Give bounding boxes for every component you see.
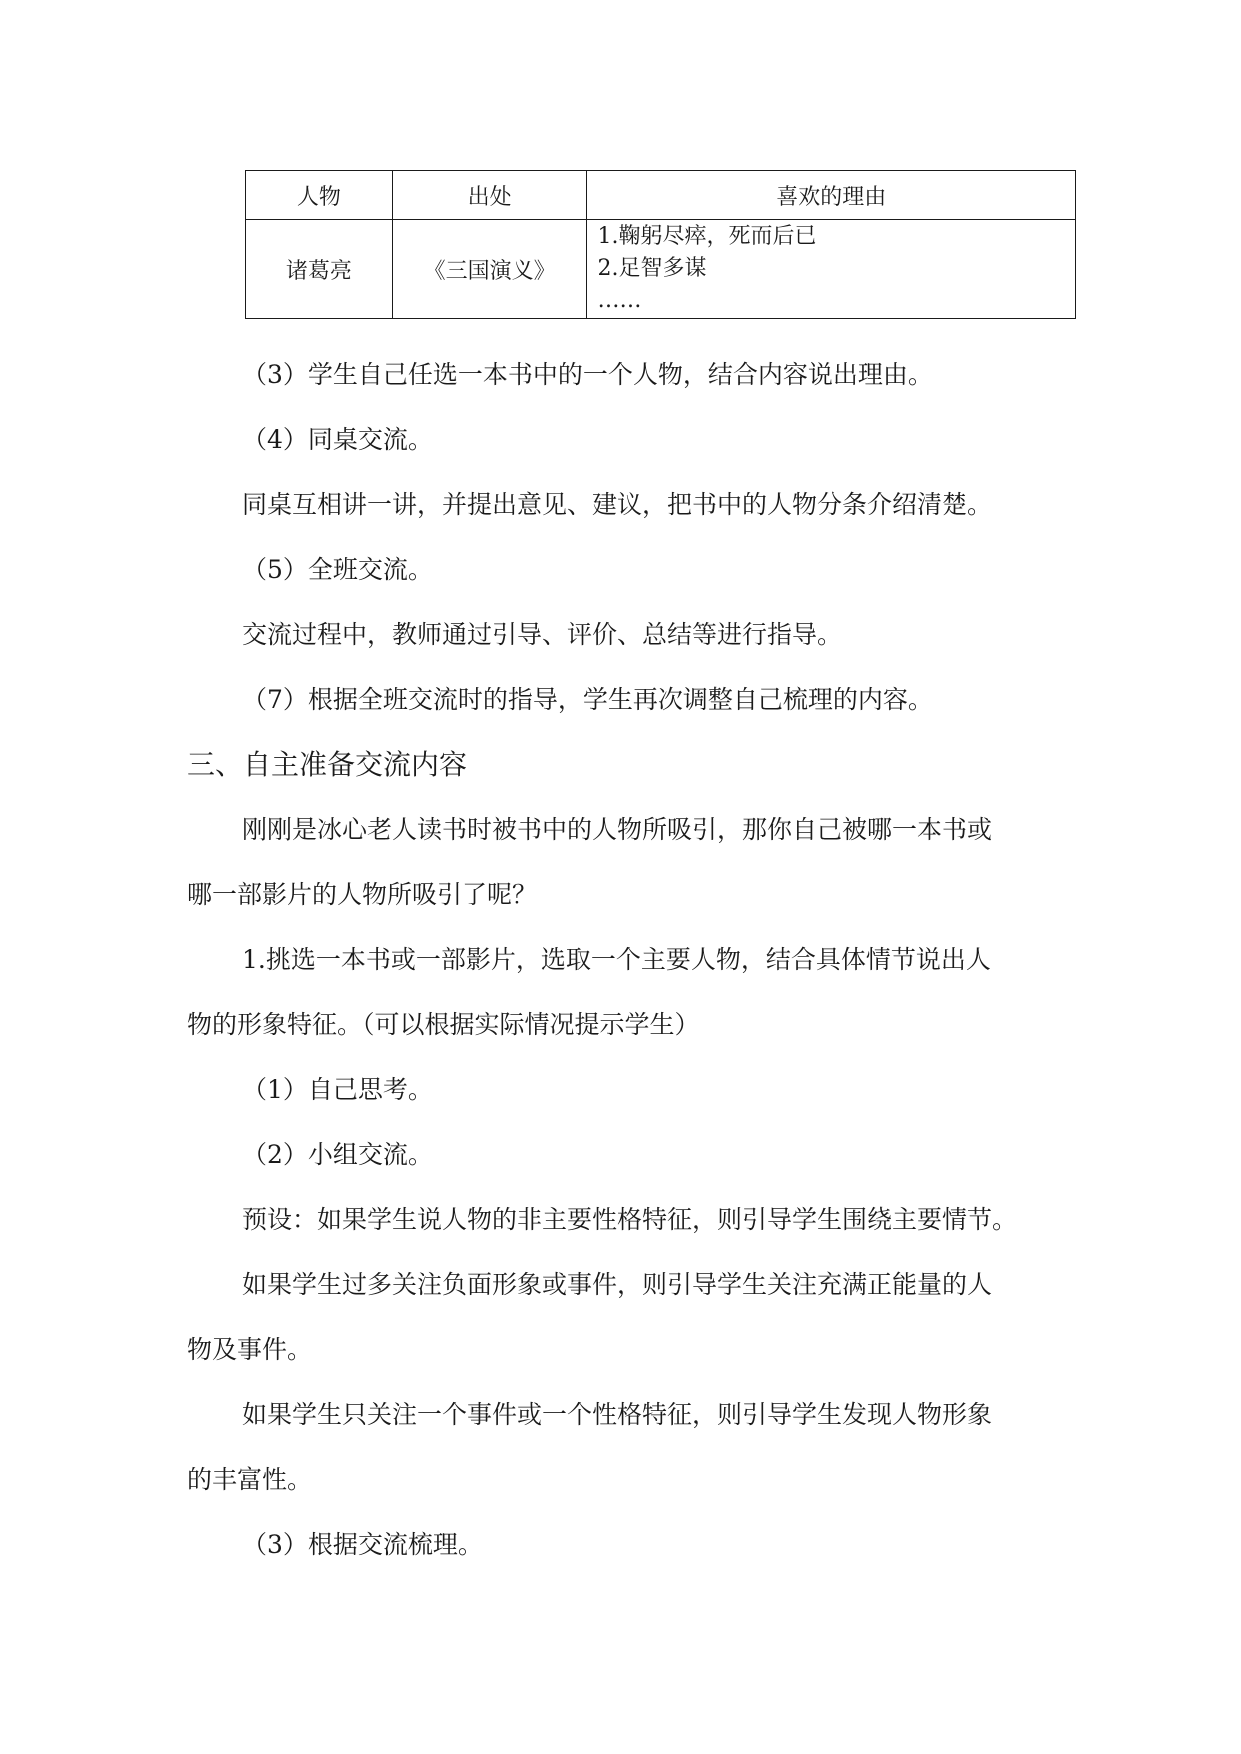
reason-item: 2.足智多谋	[597, 256, 707, 281]
table-row	[246, 220, 1076, 319]
paragraph: （5）全班交流。	[242, 555, 433, 584]
paragraph: 交流过程中，教师通过引导、评价、总结等进行指导。	[242, 620, 843, 649]
header-person: 人物	[246, 171, 393, 220]
header-reason: 喜欢的理由	[587, 171, 1076, 220]
cell-source: 《三国演义》	[392, 220, 587, 319]
paragraph: 如果学生过多关注负面形象或事件，则引导学生关注充满正能量的人	[242, 1270, 993, 1299]
paragraph: （7）根据全班交流时的指导，学生再次调整自己梳理的内容。	[242, 685, 933, 714]
character-table	[245, 170, 1076, 319]
table-header-row	[246, 171, 1076, 220]
paragraph: 1.挑选一本书或一部影片，选取一个主要人物，结合具体情节说出人	[242, 945, 991, 974]
paragraph-continuation: 物及事件。	[187, 1335, 313, 1364]
section-heading: 三、自主准备交流内容	[187, 748, 468, 781]
cell-reasons	[587, 220, 1076, 319]
paragraph-continuation: 物的形象特征。（可以根据实际情况提示学生）	[187, 1010, 700, 1039]
reason-item: ……	[597, 288, 642, 313]
paragraph-continuation: 哪一部影片的人物所吸引了呢？	[187, 880, 538, 909]
paragraph: 预设：如果学生说人物的非主要性格特征，则引导学生围绕主要情节。	[242, 1205, 1018, 1234]
header-source: 出处	[392, 171, 587, 220]
paragraph: 刚刚是冰心老人读书时被书中的人物所吸引，那你自己被哪一本书或	[242, 815, 993, 844]
paragraph: 同桌互相讲一讲，并提出意见、建议，把书中的人物分条介绍清楚。	[242, 490, 993, 519]
paragraph-continuation: 的丰富性。	[187, 1465, 313, 1494]
paragraph: （4）同桌交流。	[242, 425, 433, 454]
paragraph: （1）自己思考。	[242, 1075, 433, 1104]
paragraph: （3）根据交流梳理。	[242, 1530, 483, 1559]
cell-person: 诸葛亮	[246, 220, 393, 319]
paragraph: 如果学生只关注一个事件或一个性格特征，则引导学生发现人物形象	[242, 1400, 993, 1429]
paragraph: （3）学生自己任选一本书中的一个人物，结合内容说出理由。	[242, 360, 933, 389]
paragraph: （2）小组交流。	[242, 1140, 433, 1169]
reason-item: 1.鞠躬尽瘁，死而后已	[597, 224, 817, 249]
